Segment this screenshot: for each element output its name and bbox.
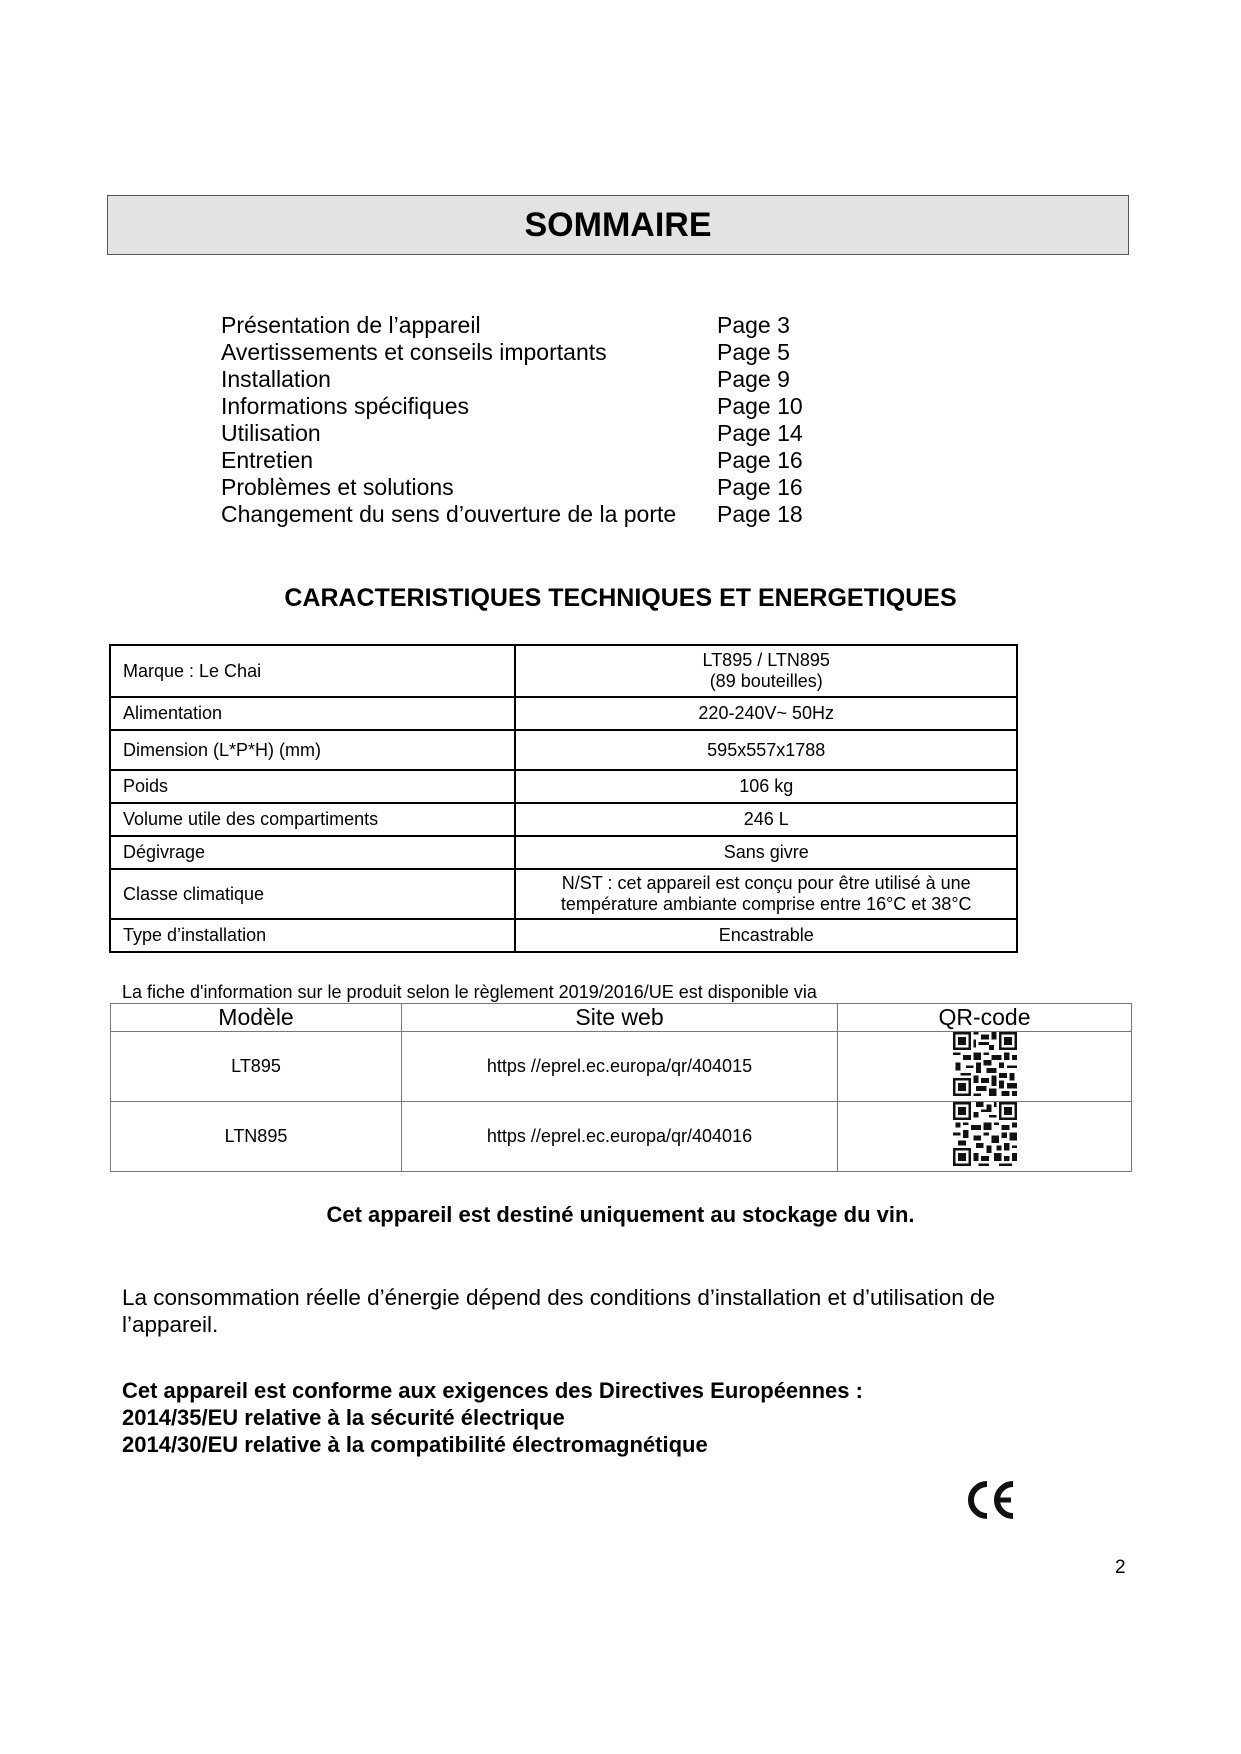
table-row	[111, 1102, 1132, 1172]
toc-page: Page 9	[717, 366, 790, 392]
summary-title: SOMMAIRE	[524, 206, 712, 244]
spec-label: Poids	[110, 770, 515, 803]
model-cell: LTN895	[111, 1102, 402, 1172]
spec-value	[515, 645, 1017, 697]
toc-label: Changement du sens d’ouverture de la porte	[221, 501, 677, 527]
url-cell[interactable]: https //eprel.ec.europa/qr/404015	[402, 1032, 838, 1102]
toc-label: Utilisation	[221, 420, 321, 446]
qr-cell	[838, 1102, 1132, 1172]
toc-page: Page 5	[717, 339, 790, 365]
column-header: Site web	[402, 1004, 838, 1032]
spec-value: 106 kg	[515, 770, 1017, 803]
toc-row[interactable]	[221, 338, 841, 366]
toc-page: Page 3	[717, 312, 790, 338]
toc-label: Entretien	[221, 447, 314, 473]
energy-consumption-note: La consommation réelle d’énergie dépend des conditions d’installation et d’utilisation de l’appareil.	[122, 1285, 996, 1337]
spec-value: Encastrable	[515, 919, 1017, 952]
spec-value-line: (89 bouteilles)	[709, 671, 823, 691]
column-header: QR-code	[838, 1004, 1132, 1032]
table-row	[111, 1032, 1132, 1102]
qr-code-icon[interactable]	[953, 1102, 1017, 1171]
toc-row[interactable]	[221, 473, 841, 501]
table-row	[110, 697, 1017, 730]
toc-row[interactable]	[221, 392, 841, 420]
toc-row[interactable]	[221, 311, 841, 339]
qr-code-icon[interactable]	[953, 1032, 1017, 1101]
table-row	[110, 730, 1017, 770]
spec-label: Marque : Le Chai	[110, 645, 515, 697]
spec-label: Classe climatique	[110, 869, 515, 919]
toc-row[interactable]	[221, 446, 841, 474]
spec-value: 220-240V~ 50Hz	[515, 697, 1017, 730]
toc-label: Avertissements et conseils importants	[221, 339, 607, 365]
toc-label: Présentation de l’appareil	[221, 312, 481, 338]
qr-cell	[838, 1032, 1132, 1102]
spec-label: Type d’installation	[110, 919, 515, 952]
spec-value-line: LT895 / LTN895	[702, 650, 830, 670]
toc-page: Page 14	[717, 420, 803, 446]
url-cell[interactable]: https //eprel.ec.europa/qr/404016	[402, 1102, 838, 1172]
toc-label: Installation	[221, 366, 331, 392]
qr-intro-text: La fiche d'information sur le produit selon le règlement 2019/2016/UE est disponible via	[122, 982, 817, 1002]
spec-value: Sans givre	[515, 836, 1017, 869]
conformity-heading: Cet appareil est conforme aux exigences des Directives Européennes :	[122, 1378, 863, 1403]
table-row	[110, 836, 1017, 869]
toc-row[interactable]	[221, 365, 841, 393]
specs-title: CARACTERISTIQUES TECHNIQUES ET ENERGETIQUES	[284, 584, 957, 612]
toc-page: Page 18	[717, 501, 803, 527]
model-cell: LT895	[111, 1032, 402, 1102]
table-row	[110, 869, 1017, 919]
table-row	[110, 919, 1017, 952]
table-header-row	[111, 1004, 1132, 1032]
conformity-line: 2014/30/EU relative à la compatibilité électromagnétique	[122, 1432, 708, 1457]
toc-row[interactable]	[221, 419, 841, 447]
spec-value: 595x557x1788	[515, 730, 1017, 770]
specs-table	[109, 644, 1018, 953]
page-number: 2	[1115, 1557, 1126, 1578]
ce-mark-icon	[963, 1478, 1017, 1527]
table-row	[110, 803, 1017, 836]
toc-label: Informations spécifiques	[221, 393, 470, 419]
toc-page: Page 16	[717, 447, 803, 473]
qr-table	[110, 1003, 1132, 1172]
spec-value-line: température ambiante comprise entre 16°C et 38°C	[560, 894, 972, 914]
wine-only-note: Cet appareil est destiné uniquement au stockage du vin.	[326, 1202, 915, 1227]
spec-label: Dimension (L*P*H) (mm)	[110, 730, 515, 770]
toc-page: Page 16	[717, 474, 803, 500]
spec-value: 246 L	[515, 803, 1017, 836]
table-row	[110, 770, 1017, 803]
spec-value-line: N/ST : cet appareil est conçu pour être utilisé à une	[561, 873, 971, 893]
summary-title-box	[107, 195, 1129, 255]
table-row	[110, 645, 1017, 697]
toc-label: Problèmes et solutions	[221, 474, 454, 500]
spec-label: Dégivrage	[110, 836, 515, 869]
column-header: Modèle	[111, 1004, 402, 1032]
toc-row[interactable]	[221, 500, 841, 528]
spec-label: Alimentation	[110, 697, 515, 730]
conformity-line: 2014/35/EU relative à la sécurité électrique	[122, 1405, 565, 1430]
spec-value	[515, 869, 1017, 919]
spec-label: Volume utile des compartiments	[110, 803, 515, 836]
toc-page: Page 10	[717, 393, 803, 419]
